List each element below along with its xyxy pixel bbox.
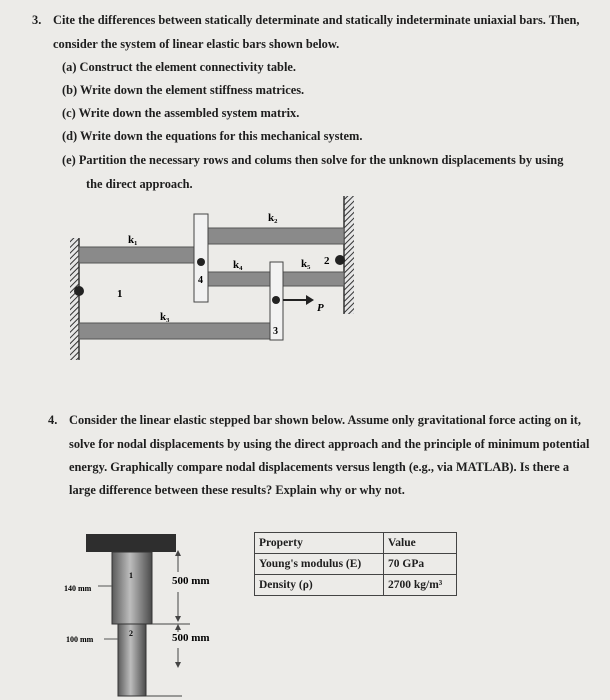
- label-length-2: 500 mm: [172, 632, 210, 644]
- label-length-1: 500 mm: [172, 575, 210, 587]
- row-property: Young's modulus (E): [255, 554, 384, 575]
- q3-item-b: (b) Write down the element stiffness matrices.: [62, 83, 305, 97]
- bar-k4: [208, 272, 270, 286]
- label-k1: k₁: [128, 234, 138, 246]
- bar-k1: [79, 247, 194, 263]
- bar-k5: [283, 272, 344, 286]
- top-support: [86, 534, 176, 552]
- label-node-3: 3: [273, 326, 278, 337]
- property-table: [254, 532, 457, 596]
- q4-number: 4.: [48, 413, 58, 427]
- table-header-row: [255, 533, 457, 554]
- element-1: [112, 552, 152, 624]
- label-width-2: 100 mm: [66, 635, 94, 644]
- header-property: Property: [255, 533, 384, 554]
- label-k5: k₅: [301, 258, 311, 270]
- header-value: Value: [384, 533, 457, 554]
- label-width-1: 140 mm: [64, 584, 92, 593]
- label-node-2: 2: [324, 255, 330, 267]
- q4-line-1: Consider the linear elastic stepped bar shown below. Assume only gravitational force acting on it,: [69, 413, 581, 427]
- q3-item-c: (c) Write down the assembled system matrix.: [62, 106, 300, 120]
- label-element-2: 2: [129, 629, 133, 638]
- label-k3: k₃: [160, 311, 170, 323]
- node-4-dot: [197, 258, 205, 266]
- node-3-dot: [272, 296, 280, 304]
- q3-line-2: consider the system of linear elastic bars shown below.: [53, 37, 340, 51]
- q3-item-d: (d) Write down the equations for this mechanical system.: [62, 129, 363, 143]
- table-row: [255, 554, 457, 575]
- node-2-dot: [335, 255, 345, 265]
- table-row: [255, 575, 457, 596]
- label-force-p: P: [317, 302, 324, 314]
- q3-line-1: Cite the differences between statically determinate and statically indeterminate uniaxial bars. Then,: [53, 13, 580, 27]
- label-node-4: 4: [198, 275, 203, 286]
- left-wall: [70, 238, 79, 360]
- right-wall: [344, 196, 354, 314]
- q4-line-4: large difference between these results? Explain why or why not.: [69, 483, 405, 497]
- q4-line-3: energy. Graphically compare nodal displacements versus length (e.g., via MATLAB). Is there a: [69, 460, 570, 474]
- node-1-dot: [74, 286, 84, 296]
- label-k4: k₄: [233, 259, 243, 271]
- label-k2: k₂: [268, 212, 278, 224]
- q3-item-e-cont: the direct approach.: [86, 177, 193, 191]
- row-property: Density (ρ): [255, 575, 384, 596]
- stepped-bar-figure: [0, 520, 250, 700]
- q3-item-e: (e) Partition the necessary rows and colums then solve for the unknown displacements by using: [62, 153, 564, 167]
- q3-item-a: (a) Construct the element connectivity table.: [62, 60, 296, 74]
- label-node-1: 1: [117, 288, 123, 300]
- row-value: 70 GPa: [384, 554, 457, 575]
- label-element-1: 1: [129, 571, 133, 580]
- bar-k2: [208, 228, 344, 244]
- bar-k3: [79, 323, 273, 339]
- q4-line-2: solve for nodal displacements by using the direct approach and the principle of minimum potential: [69, 437, 590, 451]
- q3-number: 3.: [32, 13, 42, 27]
- row-value: 2700 kg/m³: [384, 575, 457, 596]
